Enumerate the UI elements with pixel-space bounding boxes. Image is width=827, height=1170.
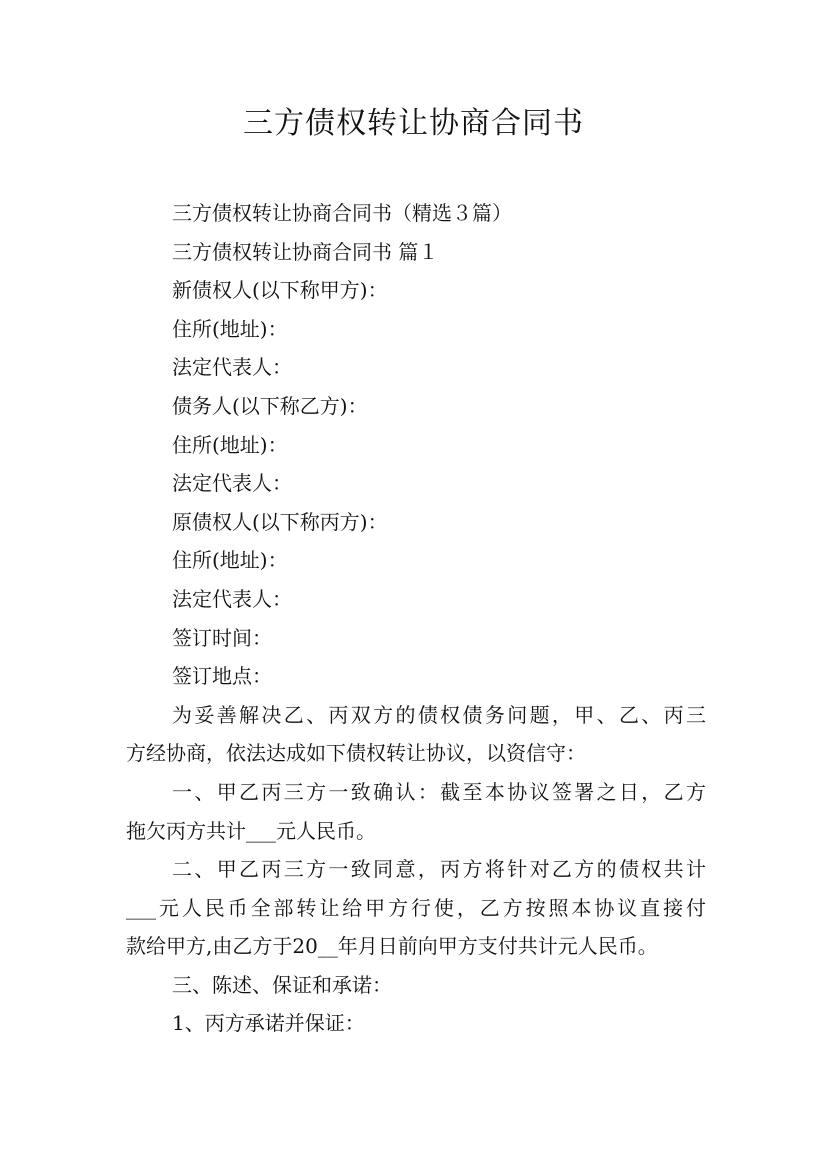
clause-two-line-2: ___元人民币全部转让给甲方行使，乙方按照本协议直接付: [126, 895, 706, 920]
clause-three-item-one: 1、丙方承诺并保证：: [172, 1011, 365, 1036]
document-body: [126, 194, 706, 1043]
party-b-address: 住所(地址)：: [172, 432, 288, 457]
document-title: 三方债权转让协商合同书: [243, 106, 584, 141]
subtitle-line: 三方债权转让协商合同书（精选３篇）: [172, 201, 512, 225]
intro-paragraph-line-2: 方经协商，依法达成如下债权转让协议，以资信守：: [126, 741, 586, 766]
signing-time: 签订时间：: [172, 625, 272, 650]
party-c-representative: 法定代表人：: [172, 586, 292, 611]
clause-one-line-2: 拖欠丙方共计___元人民币。: [126, 818, 376, 843]
intro-paragraph-line-1: 为妥善解决乙、丙双方的债权债务问题，甲、乙、丙三: [172, 702, 706, 727]
party-a-label: 新债权人(以下称甲方)：: [172, 278, 388, 303]
party-a-representative: 法定代表人：: [172, 355, 292, 380]
clause-one-line-1: 一、甲乙丙三方一致确认：截至本协议签署之日，乙方: [172, 779, 706, 804]
party-b-label: 债务人(以下称乙方)：: [172, 393, 368, 418]
party-b-representative: 法定代表人：: [172, 471, 292, 496]
signing-place: 签订地点：: [172, 664, 272, 689]
clause-three-heading: 三、陈述、保证和承诺：: [172, 972, 392, 997]
clause-two-line-1: 二、甲乙丙三方一致同意，丙方将针对乙方的债权共计: [172, 857, 706, 882]
clause-two-line-3: 款给甲方,由乙方于20__年月日前向甲方支付共计元人民币。: [126, 934, 658, 959]
section-heading: 三方债权转让协商合同书 篇１: [172, 239, 439, 264]
party-c-label: 原债权人(以下称丙方)：: [172, 509, 388, 534]
party-a-address: 住所(地址)：: [172, 316, 288, 341]
party-c-address: 住所(地址)：: [172, 548, 288, 573]
